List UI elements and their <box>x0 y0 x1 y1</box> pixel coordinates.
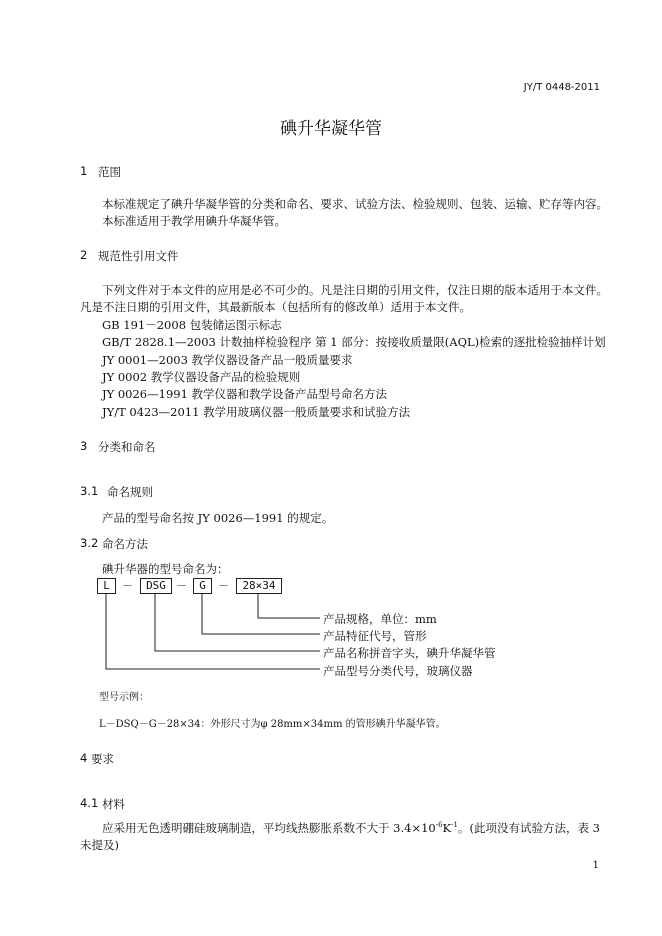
label-feature-code: 产品特征代号，管形 <box>323 629 427 643</box>
model-box-feature: G <box>193 578 212 594</box>
section-3-number: 3 <box>80 439 88 453</box>
reference-item: GB/T 2828.1—2003 计数抽样检验程序 第 1 部分：按接收质量限(AQL)检索的逐批检验抽样计划 <box>102 335 606 349</box>
section-3-2-heading: 命名方法 <box>102 537 148 551</box>
reference-item: JY 0001—2003 教学仪器设备产品一般质量要求 <box>102 353 353 367</box>
section-1-number: 1 <box>80 164 88 178</box>
section-4-number: 4 <box>80 751 88 765</box>
section-2-number: 2 <box>80 248 88 262</box>
section-4-1-heading: 材料 <box>102 797 125 811</box>
page-number: 1 <box>592 860 599 871</box>
section-3-1-number: 3.1 <box>80 484 99 498</box>
model-separator: － <box>218 579 229 592</box>
reference-item: GB 191－2008 包装储运图示标志 <box>102 318 282 332</box>
model-box-name-initials: DSG <box>140 578 172 594</box>
section-2-paragraph-line-1: 下列文件对于本文件的应用是必不可少的。凡是注日期的引用文件，仅注日期的版本适用于本文件。 <box>102 283 608 297</box>
model-separator: － <box>176 579 187 592</box>
model-box-category: L <box>97 578 116 594</box>
example-text: L－DSQ－G－28×34：外形尺寸为φ 28mm×34mm 的管形碘升华凝华管。 <box>99 719 446 730</box>
section-4-heading: 要求 <box>91 752 114 766</box>
standard-code: JY/T 0448-2011 <box>523 82 600 93</box>
reference-item: JY/T 0423—2011 教学用玻璃仪器一般质量要求和试验方法 <box>102 405 411 419</box>
label-specification: 产品规格，单位：mm <box>323 612 437 626</box>
model-box-specification: 28×34 <box>236 578 282 594</box>
document-title: 碘升华凝华管 <box>280 119 382 139</box>
section-4-1-paragraph-line-2: 未提及) <box>80 838 119 852</box>
section-1-paragraph-1: 本标准规定了碘升华凝华管的分类和命名、要求、试验方法、检验规则、包装、运输、贮存等内容。 <box>102 197 608 211</box>
reference-item: JY 0026—1991 教学仪器和教学设备产品型号命名方法 <box>102 387 388 401</box>
label-category-code: 产品型号分类代号，玻璃仪器 <box>323 664 473 678</box>
naming-intro: 碘升华器的型号命名为： <box>102 562 229 576</box>
label-name-initials: 产品名称拼音字头，碘升华凝华管 <box>323 646 496 660</box>
model-separator: － <box>122 579 133 592</box>
section-1-paragraph-2: 本标准适用于教学用碘升华凝华管。 <box>102 214 286 228</box>
section-4-1-number: 4.1 <box>80 796 99 810</box>
reference-item: JY 0002 教学仪器设备产品的检验规则 <box>102 370 301 384</box>
section-1-heading: 范围 <box>98 165 121 179</box>
section-3-heading: 分类和命名 <box>98 440 156 454</box>
example-title: 型号示例： <box>99 692 149 703</box>
section-2-heading: 规范性引用文件 <box>98 249 179 263</box>
section-3-1-heading: 命名规则 <box>107 485 153 499</box>
section-3-1-paragraph: 产品的型号命名按 JY 0026—1991 的规定。 <box>102 511 334 525</box>
section-2-paragraph-line-2: 凡是不注日期的引用文件，其最新版本（包括所有的修改单）适用于本文件。 <box>80 300 471 314</box>
section-4-1-paragraph-line-1: 应采用无色透明硼硅玻璃制造，平均线热膨胀系数不大于 $3.4\times 10^{-6}K^{-1}$。(此项没有试验方法，表 3 <box>102 821 600 835</box>
section-3-2-number: 3.2 <box>80 536 99 550</box>
